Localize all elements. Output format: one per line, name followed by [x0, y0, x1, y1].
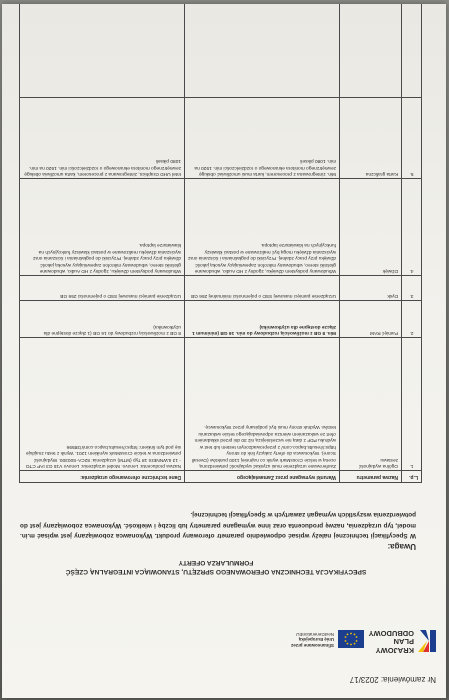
document-sheet [2, 4, 446, 698]
kpo-logo-icon [418, 630, 436, 652]
eu-logo-text: Sfinansowane przez Unię Europejską NextGenerationEU [290, 631, 334, 648]
header-offer: Dane techniczne oferowanego urządzenia: [20, 471, 185, 483]
row-offer: Intel UHD Graphics, zintegrowana z procesorem, karta umożliwia obsługę zewnętrznego monitora ekranowego o rozdzielczości min. 1920 na min. 1080 pikseli [20, 98, 185, 179]
header-name: Nazwa parametru [340, 471, 402, 483]
row-lp: 2. [402, 301, 422, 338]
row-offer: Urządzenie pamięci masowej SSD o pojemności 256 GB [20, 276, 185, 301]
row-parameter: Ogólna wydajność zestawu [340, 338, 402, 471]
row-requirement: Min. zintegrowana z procesorem, karta musi umożliwiać obsługę zewnętrznego monitora ekranowego o rozdzielczości min. 1920 na min. 1080 pikseli [185, 98, 340, 179]
row-parameter: Pamięć RAM [340, 301, 402, 338]
row-requirement: Urządzenie pamięci masowej SSD o pojemności minimalnej 256 GB [185, 276, 340, 301]
kpo-logo [368, 596, 436, 656]
row-requirement: Min. 8 GB z możliwością rozbudowy do min. 16 GB (minimum 1 złącze dostępne dla użytkownika) [185, 301, 340, 338]
row-parameter: Dysk [340, 276, 402, 301]
row-requirement: Zaoferowane urządzenie musi uzyskać wydajność potwierdzoną oceną w teście CrossMark wynik co najmniej 1100 punktów (Overall Score). Wykonawca do oferty załączy link do strony https://results.bapco.com/ z przeprowadzonym testem lub test w wydruku PDF z datą nie wcześniejszą niż 30 dni przed składaniem ofert ze wskazaniem wiersza odpowiadającego teście wskazaniu testów. Wydruk strony musi być podpisany przez Wykonawcę. [185, 338, 340, 471]
table-blank-row [20, 4, 422, 98]
note-paragraph: W Specyfikacji technicznej należy wpisać odpowiednio parametr oferowany produkt. Wykonawca zobowiązany jest wpisać m.in. model, typ urządzenia, nazwę producenta oraz inne wymagane parametry lub liczbę i wielkość. Wykonawca zobowiązany jest do potwierdzenia wszystkich wymagań zawartych w Specyfikacji technicznej. [20, 511, 416, 539]
row-requirement: Wbudowany podsystem dźwięku, zgodny z HD Audio, wbudowane głośniki stereo, wbudowany mikrofon zapewniający wysoką jakość dźwięku przy pracy zdalnej. Przyciski do pogłaśniania i ściszania oraz wyciszania dźwięku mogą być realizowane w postaci klawiszy funkcyjnych na klawiaturze laptopa. [185, 179, 340, 276]
order-number: Nr zamówienia: 2023/17 [349, 675, 436, 684]
eu-flag-icon [338, 630, 364, 648]
table-row [20, 301, 422, 338]
row-lp: 1. [402, 338, 422, 471]
table-row [20, 98, 422, 179]
row-lp: 5. [402, 98, 422, 179]
table-row [20, 276, 422, 301]
specification-table [19, 4, 422, 483]
eu-logo [224, 608, 364, 648]
table-row [20, 179, 422, 276]
document-title: SPECYFIKACJA TECHNICZNA OFEROWANEGO SPRZĘTU, STANOWIĄCA INTEGRALNĄ CZĘŚĆ FORMULARZA OFERTY [65, 559, 367, 575]
row-lp: 3. [402, 276, 422, 301]
logo-band [236, 586, 436, 656]
row-offer: Wbudowany podsystem dźwięku, zgodny z HD Audio, wbudowane głośniki stereo, wbudowany mikrofon zapewniający wysoką jakość dźwięku przy pracy zdalnej. Przyciski do pogłaśniania i ściszania oraz wyciszania dźwięku realizowane w postaci klawiszy funkcyjnych na klawiaturze laptopa. [20, 179, 185, 276]
row-parameter: Dźwięk [340, 179, 402, 276]
header-lp: L.p. [402, 471, 422, 483]
table-row [20, 338, 422, 471]
header-requirements: Warunki wymagane przez Zamawiającego [185, 471, 340, 483]
row-lp: 4. [402, 179, 422, 276]
row-offer: 8 GB z możliwością rozbudowy do 16 GB (1 złącze dostępne dla użytkownika) [20, 301, 185, 338]
row-offer: Nazwa producenta: Lenovo. Model urządzenia: Lenovo V15 G3 IAP CTO - 13 ILWNNEIS 18 Typ (MTM) urządzenia: 82CA-S00300. Wydajność potwierdzona w teście CrossMark wynikiem 1201. Wynik z testu znajduje się pod tym linkiem: https://results.bapco.com/r/38596 [20, 338, 185, 471]
table-header-row [20, 471, 422, 483]
row-parameter: Karta graficzna [340, 98, 402, 179]
note-heading: Uwaga: [387, 542, 416, 551]
kpo-logo-text: KRAJOWY PLAN ODBUDOWY [368, 629, 414, 655]
